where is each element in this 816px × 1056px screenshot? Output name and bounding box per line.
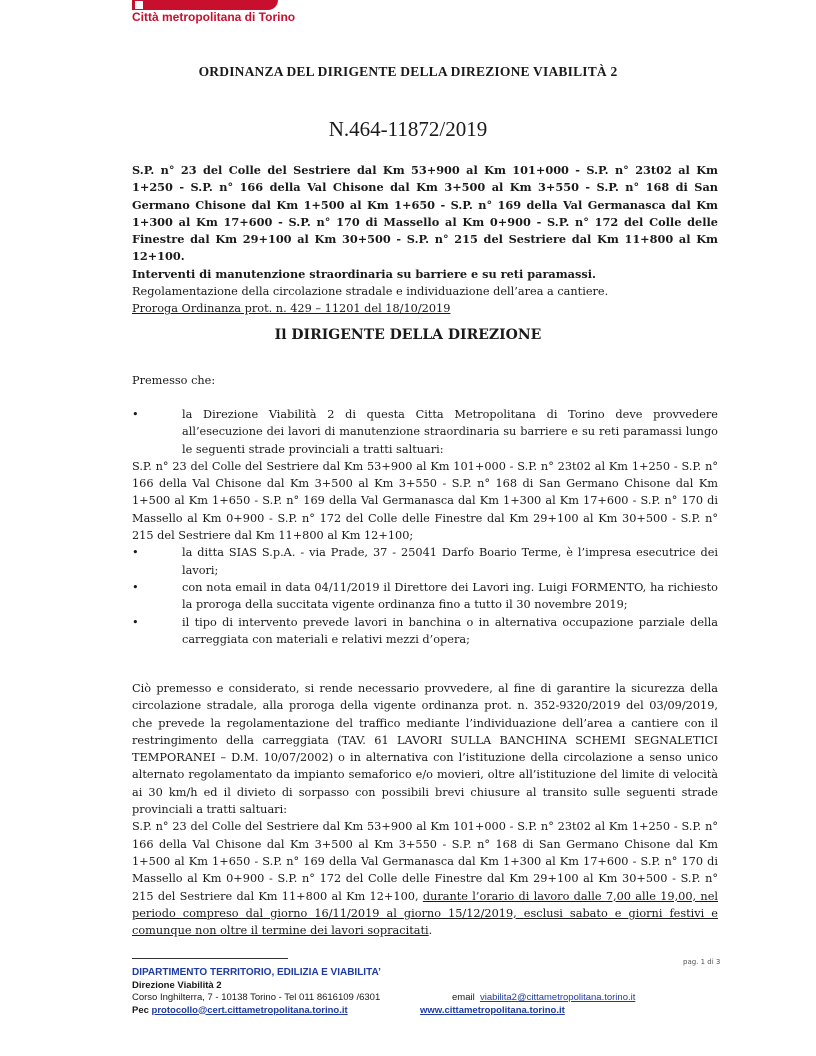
considered-text: Ciò premesso e considerato, si rende necessario provvedere, al fine di garantire la sicurezza della circolazione stradale, alla proroga della vigente ordinanza prot. n. 352-9320/2019 del 03/09/2019, che prevede la regolamentazione del traffico mediante l’individuazione dell’area a cantiere con il restringimento della carreggiata (TAV. 61 LAVORI SULLA BANCHINA SCHEMI SEGNALETICI TEMPORANEI – D.M. 10/07/2002) o in alternativa con l’istituzione della circolazione a senso unico alternato regolamentato da impianto semaforico e/o movieri, oltre all’istituzione del limite di velocità ai 30 km/h ed il divieto di sorpasso con possibili brevi chiusure al transito sulle seguenti strade provinciali a tratti saltuari: [132,682,718,817]
list-item [132,406,718,458]
bullet-icon: • [132,615,139,629]
subject-roads: S.P. n° 23 del Colle del Sestriere dal Km 53+900 al Km 101+000 - S.P. n° 23t02 al Km 1+250 - S.P. n° 166 della Val Chisone dal Km 3+500 al Km 3+550 - S.P. n° 168 di San Germano Chisone dal Km 1+500 al Km 1+650 - S.P. n° 169 della Val Germanasca dal Km 1+300 al Km 17+600 - S.P. n° 170 di Massello al Km 0+900 - S.P. n° 172 del Colle delle Finestre dal Km 29+100 al Km 30+500 - S.P. n° 215 del Sestriere dal Km 11+800 al Km 12+100. [132,163,718,264]
subject-regulation: Regolamentazione della circolazione stradale e individuazione dell’area a cantiere. [132,285,609,299]
footer-pec-link[interactable]: protocollo@cert.cittametropolitana.torino.it [151,1004,348,1016]
city-logo [132,0,296,30]
footer-email-label: email [452,992,475,1003]
footer-website-link[interactable]: www.cittametropolitana.torino.it [420,1004,565,1016]
footer-contact-row [132,992,732,1005]
footer-pec-label: Pec [132,1004,149,1016]
footer-email-group [452,992,635,1005]
ordinance-number: N.464-11872/2019 [328,117,488,141]
footer [132,967,732,1017]
list-item-text: con nota email in data 04/11/2019 il Direttore dei Lavori ing. Luigi FORMENTO, ha richiesto la proroga della succitata vigente ordinanza fino a tutto il 30 novembre 2019; [182,580,718,612]
footer-divider [132,958,288,959]
list-item [132,544,718,579]
footer-email-link[interactable]: viabilita2@cittametropolitana.torino.it [479,992,636,1003]
footer-directorate: Direzione Viabilità 2 [132,979,222,991]
logo-brand-text: Città metropolitana di Torino [132,10,296,24]
work-period: durante l’orario di lavoro dalle 7,00 alle 19,00, nel periodo compreso dal giorno 16/11/2019 al giorno 15/12/2019, esclusi sabato e giorni festivi e comunque non oltre il termine dei lavori sopracitati [132,889,718,938]
list-item [132,579,718,614]
bullet-icon: • [132,580,139,594]
list-item-text: la ditta SIAS S.p.A. - via Prade, 37 - 25041 Darfo Boario Terme, è l’impresa esecutrice dei lavori; [182,546,718,577]
shield-icon [134,0,144,10]
bullet-icon: • [132,546,139,560]
list-item-text: la Direzione Viabilità 2 di questa Citta Metropolitana di Torino deve provvedere all’esecuzione dei lavori di manutenzione straordinaria su barriere e su reti paramassi lungo le seguenti strade provinciali a tratti saltuari: [182,408,718,456]
list-item-roads: S.P. n° 23 del Colle del Sestriere dal Km 53+900 al Km 101+000 - S.P. n° 23t02 al Km 1+250 - S.P. n° 166 della Val Chisone dal Km 3+500 al Km 3+550 - S.P. n° 168 di San Germano Chisone dal Km 1+500 al Km 1+650 - S.P. n° 169 della Val Germanasca dal Km 1+300 al Km 17+600 - S.P. n° 170 di Massello al Km 0+900 - S.P. n° 172 del Colle delle Finestre dal Km 29+100 al Km 30+500 - S.P. n° 215 del Sestriere dal Km 11+800 al Km 12+100; [132,459,718,543]
footer-pec-row [132,1005,732,1018]
footer-address: Corso Inghilterra, 7 - 10138 Torino - Tel 011 8616109 /6301 [132,992,381,1003]
subject-extension: Proroga Ordinanza prot. n. 429 – 11201 del 18/10/2019 [132,302,451,316]
considered-roads: S.P. n° 23 del Colle del Sestriere dal Km 53+900 al Km 101+000 - S.P. n° 23t02 al Km 1+250 - S.P. n° 166 della Val Chisone dal Km 3+500 al Km 3+550 - S.P. n° 168 di San Germano Chisone dal Km 1+500 al Km 1+650 - S.P. n° 169 della Val Germanasca dal Km 1+300 al Km 17+600 - S.P. n° 170 di Massello al Km 0+900 - S.P. n° 172 del Colle delle Finestre dal Km 29+100 al Km 30+500 - S.P. n° 215 del Sestriere dal Km 11+800 al Km 12+100, [132,820,718,903]
list-item [132,614,718,649]
subject-block [132,162,718,318]
considered-paragraph [132,680,718,939]
period-end: . [428,924,433,938]
intro-text: Premesso che: [132,374,216,387]
footer-department: DIPARTIMENTO TERRITORIO, EDILIZIA E VIABILITA’ [132,967,381,978]
page-number: pag. 1 di 3 [683,958,721,966]
director-title: Il DIRIGENTE DELLA DIREZIONE [274,327,542,343]
premises-list [132,406,718,648]
bullet-icon: • [132,408,139,421]
document-heading: ORDINANZA DEL DIRIGENTE DELLA DIREZIONE VIABILITÀ 2 [198,64,618,79]
subject-works: Interventi di manutenzione straordinaria su barriere e su reti paramassi. [132,266,596,281]
list-item-text: il tipo di intervento prevede lavori in banchina o in alternativa occupazione parziale della carreggiata con materiali e relativi mezzi d’opera; [182,615,718,646]
logo-banner [132,0,278,10]
